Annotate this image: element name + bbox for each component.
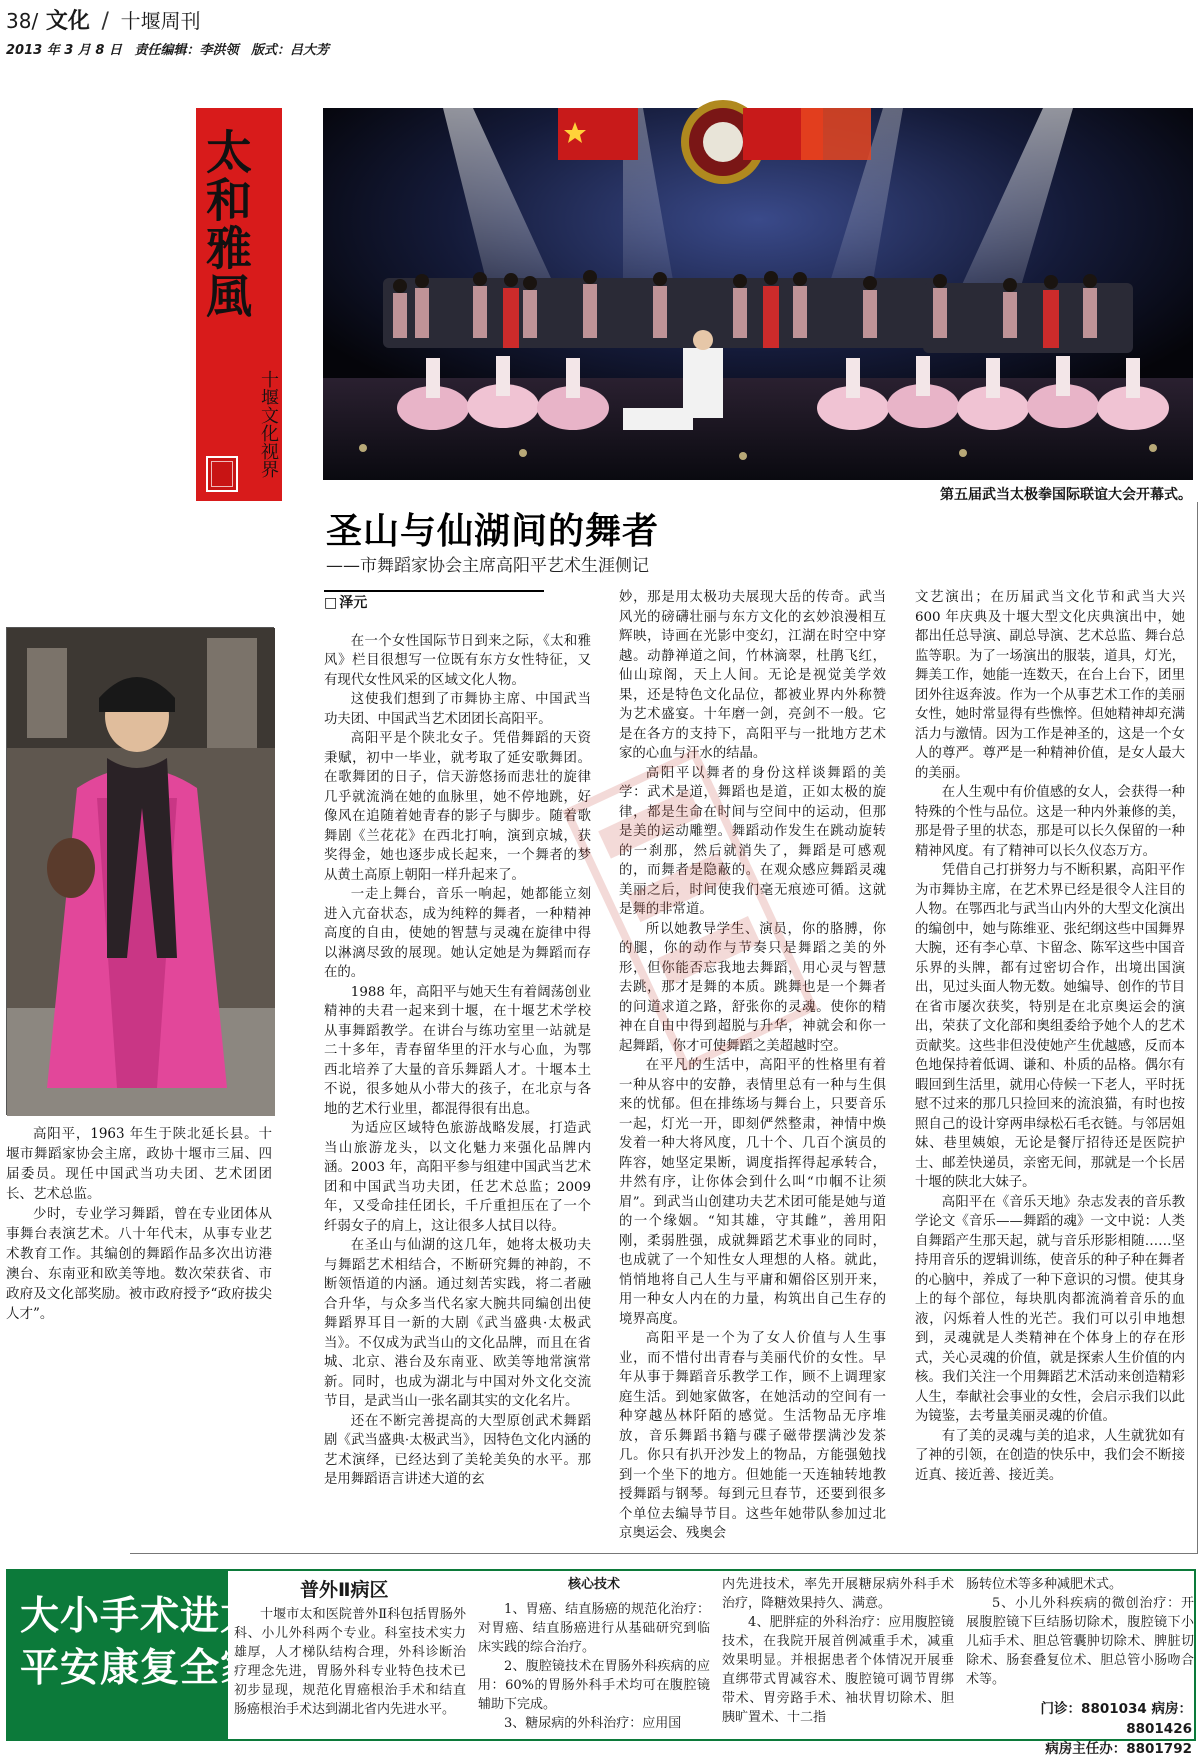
article-paragraph: 凭借自己打拼努力与不断积累，高阳平作为市舞协主席，在艺术界已经是很令人注目的人物。在鄂西北与武当山内外的大型文化演出的编创中，她与陈维亚、张纪纲这些中国舞界大腕，还有李心草、卞留念、陈军这些中国音乐界的头牌，都有过密切合作，出境出国演出，见过头面人物无数。她编导、创作的节目在省市屡次获奖，特别是在北京奥运会的演出，荣获了文化部和奥组委给予她个人的艺术贡献奖。这些非但没使她产生优越感，反而本色地保持着低调、谦和、朴质的品格。偶尔有暇回到生活里，就用心侍候一下老人，平时抚慰不过来的那几只捡回来的流浪猫，有时也按照自己的设计穿两串绿松石毛衣链。与邻居姐妹、巷里姨娘，无论是餐厅招待还是医院护士、邮差快递员，亲密无间，那就是一个长居十堰的陕北大妹子。 bbox=[915, 863, 1185, 1190]
ad-paragraph: 内先进技术，率先开展糖尿病外科手术治疗，降糖效果持久、满意。 bbox=[722, 1577, 954, 1611]
ad-intro: 十堰市太和医院普外Ⅱ科包括胃肠外科、小儿外科两个专业。科室技术实力雄厚，人才梯队结构合理，外科诊断治疗理念先进，胃肠外科专业特色技术已初步显现，规范化胃癌根治手术和结直肠癌根治手术达到湖北省内先进水平。 bbox=[234, 1607, 466, 1717]
hospital-ad bbox=[6, 1569, 1196, 1757]
article-column-2 bbox=[619, 588, 886, 1548]
stage-photo bbox=[323, 108, 1193, 480]
ad-contact bbox=[996, 1699, 1192, 1759]
article-paragraph: 在圣山与仙湖的这几年，她将太极功夫与舞蹈艺术相结合，不断研究舞的神韵，不断领悟道的内涵。通过刻苦实践，将二者融合升华，与众多当代名家大腕共同编创出使舞蹈界耳目一新的大剧《武当盛典·太极武当》。不仅成为武当山的文化品牌，而且在省城、北京、港台及东南亚、欧美等地常演常新。同时，也成为湖北与中国对外文化交流节目，是武当山一张名副其实的文化名片。 bbox=[324, 1238, 591, 1409]
author-portrait bbox=[6, 627, 274, 1115]
photo-caption: 第五届武当太极拳国际联谊大会开幕式。 bbox=[940, 487, 1192, 503]
ad-slogan-block bbox=[8, 1571, 301, 1739]
author-bio bbox=[6, 1124, 272, 1324]
bio-paragraph: 少时，专业学习舞蹈，曾在专业团体从事舞台表演艺术。八十年代末，从事专业艺术教育工作。其编创的舞蹈作品多次出访港澳台、东南亚和欧美等地。数次荣获省、市政府及文化部奖励。被市政府授予“政府拔尖人才”。 bbox=[6, 1206, 272, 1322]
layout-credit: 版式：吕大芳 bbox=[250, 43, 329, 58]
ad-heading: 普外Ⅱ病区 bbox=[300, 1579, 389, 1601]
issue-date: 2013 年 3 月 8 日 bbox=[6, 43, 122, 58]
ad-director-line: 病房主任办：8801792 bbox=[1045, 1741, 1192, 1757]
article-paragraph: 1988 年，高阳平与她天生有着阔荡创业精神的夫君一起来到十堰，在十堰艺术学校从事舞蹈教学。在讲台与练功室里一站就是二十多年，青春留华里的汗水与心血，为鄂西北培养了大量的音乐舞蹈人才。十堰本土不说，很多她从小带大的孩子，在北京与各地的艺术行业里，都混得很有出息。 bbox=[324, 984, 591, 1117]
article-paragraph: 妙，那是用太极功夫展现大岳的传奇。武当风光的磅礴壮丽与东方文化的玄妙浪漫相互辉映，诗画在光影中变幻，江湖在时空中穿越。动静禅道之间，竹林滴翠，杜鹃飞红，仙山琼阁，天上人间。无论是视觉美学效果，还是特色文化品位，都被业界内外称赞为艺术盛宴。十年磨一剑，亮剑不一般。它是在各方的支持下，高阳平与一批地方艺术家的心血与汗水的结晶。 bbox=[619, 590, 886, 761]
article-subtitle: ——市舞蹈家协会主席高阳平艺术生涯侧记 bbox=[326, 556, 649, 576]
article-column-3 bbox=[915, 588, 1185, 1548]
article-paragraph: 高阳平是个陕北女子。凭借舞蹈的天资秉赋，初中一毕业，就考取了延安歌舞团。在歌舞团的日子，信天游悠扬而悲壮的旋律几乎就流淌在她的血脉里，她不停地跳，好像风在追随着她青春的影子与脚步。随着歌舞剧《兰花花》在西北打响，演到京城，获奖得金，她也逐步成长起来，一个舞者的梦从黄土高原上朝阳一样升起来了。 bbox=[324, 731, 591, 883]
page-header bbox=[6, 8, 606, 58]
ad-slogan-line: 大小手术进太和 bbox=[20, 1594, 301, 1639]
article-paragraph: 高阳平在《音乐天地》杂志发表的音乐教学论文《音乐——舞蹈的魂》一文中说：人类自舞蹈产生那天起，就与音乐形影相随……坚持用音乐的逻辑训练，使音乐的种子种在舞者的心脑中，养成了一种下意识的习惯。使其身上的每个部位，每块肌肉都流淌着音乐的血液，闪烁着人性的光芒。我们可以引申地想到，灵魂就是人类精神在个体身上的存在形式，关心灵魂的价值，就是探索人生价值的内核。我们关注一个用舞蹈艺术活动来创造精彩人生，奉献社会事业的女性，会启示我们以此为镜鉴，去考量美丽灵魂的价值。 bbox=[915, 1194, 1185, 1424]
article-paragraph: 有了美的灵魂与美的追求，人生就犹如有了神的引领，在创造的快乐中，我们会不断接近真、接近善、接近美。 bbox=[915, 1428, 1185, 1483]
article-paragraph: 这使我们想到了市舞协主席、中国武当功夫团、中国武当艺术团团长高阳平。 bbox=[324, 692, 591, 727]
ad-column-4 bbox=[966, 1575, 1194, 1689]
article-paragraph: 所以她教导学生、演员，你的胳膊，你的腿，你的动作与节奏只是舞蹈之美的外形，但你能否忘我地去舞蹈，用心灵与智慧去跳，那才是舞的本质。跳舞也是一个舞者的问道求道之路，舒张你的灵魂。使你的精神在自由中得到超脱与升华，神就会和你一起舞蹈，你才可使舞蹈之美超越时空。 bbox=[619, 921, 886, 1054]
article-paragraph: 高阳平是一个为了女人价值与人生事业，而不惜付出青春与美丽代价的女性。早年从事于舞蹈音乐教学工作，顾不上调理家庭生活。到她家做客，在她活动的空间有一种穿越丛林阡陌的感觉。生活物品无序堆放，音乐舞蹈书籍与碟子磁带摆满沙发茶几。你只有扒开沙发上的物品，方能强勉找到一个坐下的地方。但她能一天连轴转地教授舞蹈与钢琴。每到元旦春节，还要到很多个单位去编导节目。这些年她带队参加过北京奥运会、残奥会 bbox=[619, 1331, 886, 1541]
header-meta bbox=[6, 39, 606, 58]
header-line bbox=[6, 8, 606, 35]
ad-phone-line: 门诊：8801034 病房：8801426 bbox=[1040, 1701, 1192, 1737]
page-number: 38/ bbox=[6, 9, 39, 33]
ad-paragraph: 肠转位术等多种减肥术式。 bbox=[966, 1577, 1123, 1592]
article-paragraph: 在平凡的生活中，高阳平的性格里有着一种从容中的安静，表情里总有一种与生俱来的忧郁。但在排练场与舞台上，只要音乐一起，灯光一开，即刻俨然整肃，神情中焕发着一种大将风度，几十个、几百个演员的阵容，她坚定果断，调度指挥得起承转合，井然有序，让你体会到什么叫“巾帼不让须眉”。到武当山创建功夫艺术团可能是她与道的一个缘姻。“知其雄，守其雌”，善用阳刚，柔弱胜强，成就舞蹈艺术事业的同时，也成就了一个知性女人理想的人格。就此，悄悄地将自己人生与平庸和媚俗区别开来，用一种女人内在的力量，构筑出自己生存的境界高度。 bbox=[619, 1058, 886, 1327]
ad-core-title: 核心技术 bbox=[567, 1577, 620, 1592]
header-divider: / bbox=[101, 9, 109, 34]
article-paragraph: 一走上舞台，音乐一响起，她都能立刻进入亢奋状态，成为纯粹的舞者，一种精神高度的自由，使她的智慧与灵魂在旋律中得以淋漓尽致的展现。她认定她是为舞蹈而存在的。 bbox=[324, 887, 591, 980]
ad-paragraph: 5、小儿外科疾病的微创治疗：开展腹腔镜下巨结肠切除术，腹腔镜下小儿疝手术、胆总管囊肿切除术、脾脏切除术、肠套叠复位术、胆总管小肠吻合术等。 bbox=[966, 1596, 1194, 1687]
section-name: 文化 bbox=[45, 9, 90, 34]
column-tagline: 十堰文化视界 bbox=[258, 370, 279, 478]
article-title: 圣山与仙湖间的舞者 bbox=[326, 511, 660, 552]
article-paragraph: 为适应区域特色旅游战略发展，打造武当山旅游龙头，以文化魅力来强化品牌内涵。2003 年，高阳平参与组建中国武当艺术团和中国武当功夫团，任艺术总监；2009 年，又受命挂任团长，千斤重担压在了一个纤弱女子的肩上，这让很多人拭目以待。 bbox=[324, 1121, 591, 1234]
article-paragraph: 在人生观中有价值感的女人，会获得一种特殊的个性与品位。这是一种内外兼修的美，那是骨子里的状态，那是可以长久保留的一种精神风度。有了精神可以长久仪态万方。 bbox=[915, 785, 1185, 859]
ad-paragraph: 4、肥胖症的外科治疗：应用腹腔镜技术，在我院开展首例减重手术，减重效果明显。并根据患者个体情况开展垂直绑带式胃减容术、腹腔镜可调节胃绑带术、胃旁路手术、袖状胃切除术、胆胰旷置术、十二指 bbox=[722, 1615, 954, 1725]
article-paragraph: 高阳平以舞者的身份这样谈舞蹈的美学：武术是道，舞蹈也是道，正如太极的旋律，都是生命在时间与空间中的运动，但那是美的运动雕塑。舞蹈动作发生在跳动旋转的一刹那，然后就消失了，舞蹈是可感观的，而舞者是隐蔽的。在观众感应舞蹈灵魂美丽之后，时间使我们毫无痕迹可循。这就是舞的非常道。 bbox=[619, 765, 886, 917]
editor-credit: 责任编辑：李洪领 bbox=[134, 43, 239, 58]
byline: □ 泽元 bbox=[324, 590, 544, 614]
ad-paragraph: 3、糖尿病的外科治疗：应用国 bbox=[504, 1716, 682, 1731]
article-column-1 bbox=[324, 590, 591, 1548]
paper-name: 十堰周刊 bbox=[120, 9, 201, 33]
portrait-illustration bbox=[7, 628, 275, 1116]
seal-stamp bbox=[206, 456, 238, 492]
article-paragraph: 在一个女性国际节日到来之际，《太和雅风》栏目很想写一位既有东方女性特征，又有现代女性风采的区域文化人物。 bbox=[324, 633, 591, 688]
article-paragraph: 文艺演出；在历届武当文化节和武当大兴 600 年庆典及十堰大型文化庆典演出中，她都出任总导演、副总导演、艺术总监、舞台总监等职。为了一场演出的服装，道具，灯光，舞美工作，她能一连数天，在台上台下，团里团外往返奔波。作为一个从事艺术工作的美丽女性，她时常显得有些憔悴。但她精神却充满活力与激情。因为工作是神圣的，这是一个女人的尊严。尊严是一种精神价值，是女人最大的美丽。 bbox=[915, 590, 1185, 781]
ad-paragraph: 1、胃癌、结直肠癌的规范化治疗：对胃癌、结直肠癌进行从基础研究到临床实践的综合治疗。 bbox=[478, 1602, 710, 1655]
column-name: 太和雅風 bbox=[199, 128, 253, 320]
bio-paragraph: 高阳平，1963 年生于陕北延长县。十堰市舞蹈家协会主席，政协十堰市三届、四届委员。现任中国武当功夫团、艺术团团长、艺术总监。 bbox=[6, 1126, 272, 1202]
article-paragraph: 还在不断完善提高的大型原创武术舞蹈剧《武当盛典·太极武当》，因特色文化内涵的艺术演绎，已经达到了美轮美奂的水平。那是用舞蹈语言讲述大道的玄 bbox=[324, 1413, 591, 1487]
ad-slogan-line: 平安康复全家乐 bbox=[20, 1646, 301, 1691]
ad-paragraph: 2、腹腔镜技术在胃肠外科疾病的应用：60%的胃肠外科手术均可在腹腔镜辅助下完成。 bbox=[478, 1659, 710, 1712]
column-banner bbox=[196, 108, 282, 501]
ad-column-3 bbox=[722, 1575, 954, 1727]
ad-column-2 bbox=[478, 1575, 710, 1733]
stage-photo-illustration bbox=[323, 108, 1193, 480]
